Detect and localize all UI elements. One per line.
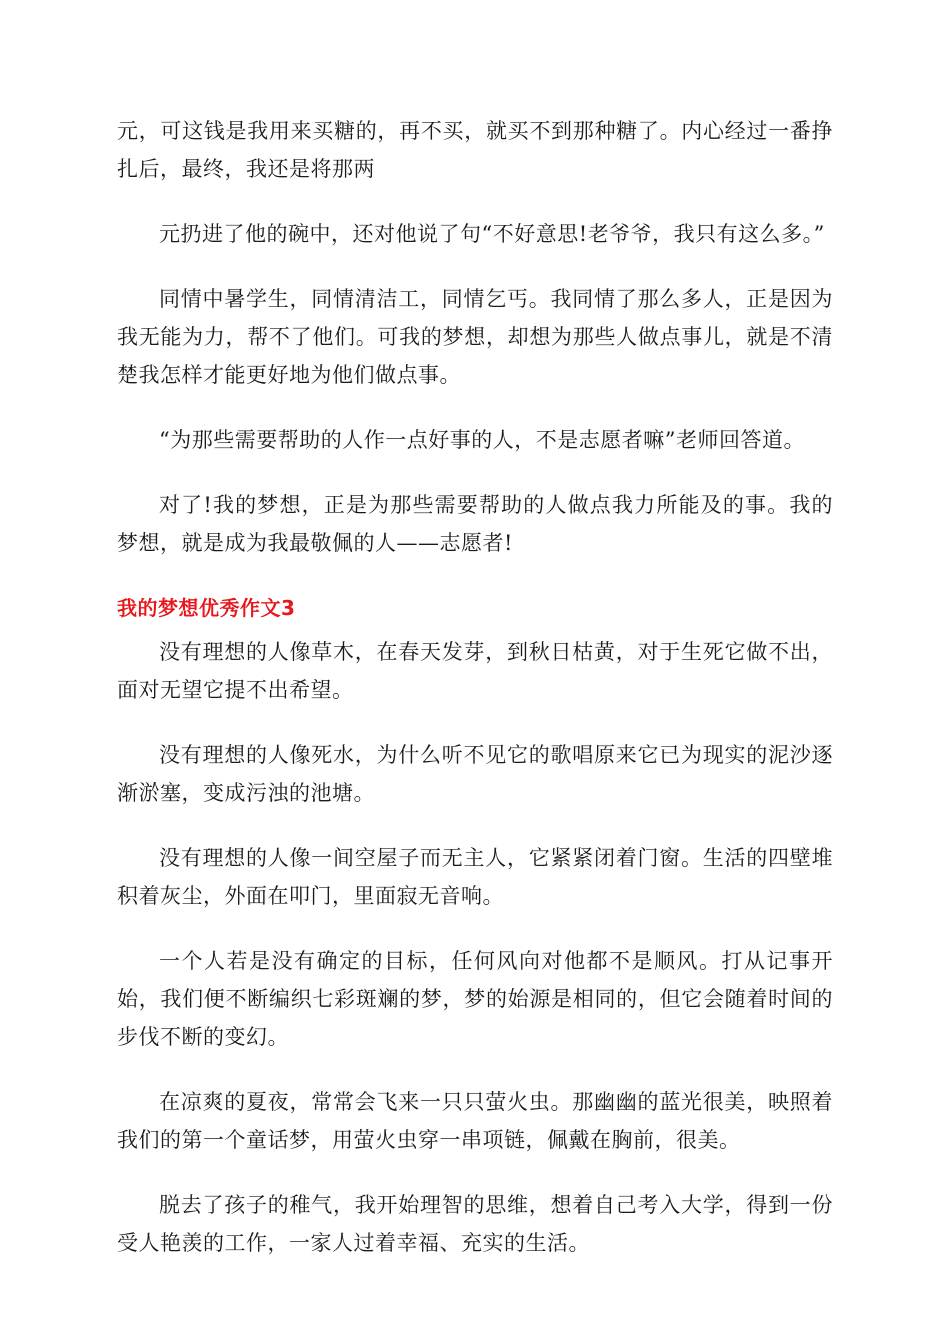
paragraph: 一个人若是没有确定的目标，任何风向对他都不是顺风。打从记事开始，我们便不断编织七彩斑斓的梦，梦的始源是相同的，但它会随着时间的步伐不断的变幻。: [117, 949, 833, 1049]
section-heading: 我的梦想优秀作文3: [117, 596, 296, 620]
paragraph-continuation: 元，可这钱是我用来买糖的，再不买，就买不到那种糖了。内心经过一番挣扎后，最终，我还是将那两: [117, 119, 833, 181]
paragraph: 对了!我的梦想，正是为那些需要帮助的人做点我力所能及的事。我的梦想，就是成为我最敬佩的人——志愿者!: [117, 493, 833, 555]
paragraph: 脱去了孩子的稚气，我开始理智的思维，想着自己考入大学，得到一份受人艳羡的工作，一家人过着幸福、充实的生活。: [117, 1193, 833, 1255]
paragraph: 同情中暑学生，同情清洁工，同情乞丐。我同情了那么多人，正是因为我无能为力，帮不了他们。可我的梦想，却想为那些人做点事儿，就是不清楚我怎样才能更好地为他们做点事。: [117, 287, 833, 387]
paragraph: 没有理想的人像一间空屋子而无主人，它紧紧闭着门窗。生活的四壁堆积着灰尘，外面在叩门，里面寂无音响。: [117, 846, 833, 908]
document-body: [117, 112, 833, 1289]
paragraph: 没有理想的人像死水，为什么听不见它的歌唱原来它已为现实的泥沙逐渐淤塞，变成污浊的池塘。: [117, 743, 833, 805]
paragraph: “为那些需要帮助的人作一点好事的人，不是志愿者嘛”老师回答道。: [159, 428, 805, 452]
paragraph: 没有理想的人像草木，在春天发芽，到秋日枯黄，对于生死它做不出，面对无望它提不出希望。: [117, 640, 833, 702]
paragraph: 元扔进了他的碗中，还对他说了句“不好意思!老爷爷，我只有这么多。”: [159, 222, 825, 246]
paragraph: 在凉爽的夏夜，常常会飞来一只只萤火虫。那幽幽的蓝光很美，映照着我们的第一个童话梦，用萤火虫穿一串项链，佩戴在胸前，很美。: [117, 1090, 833, 1152]
